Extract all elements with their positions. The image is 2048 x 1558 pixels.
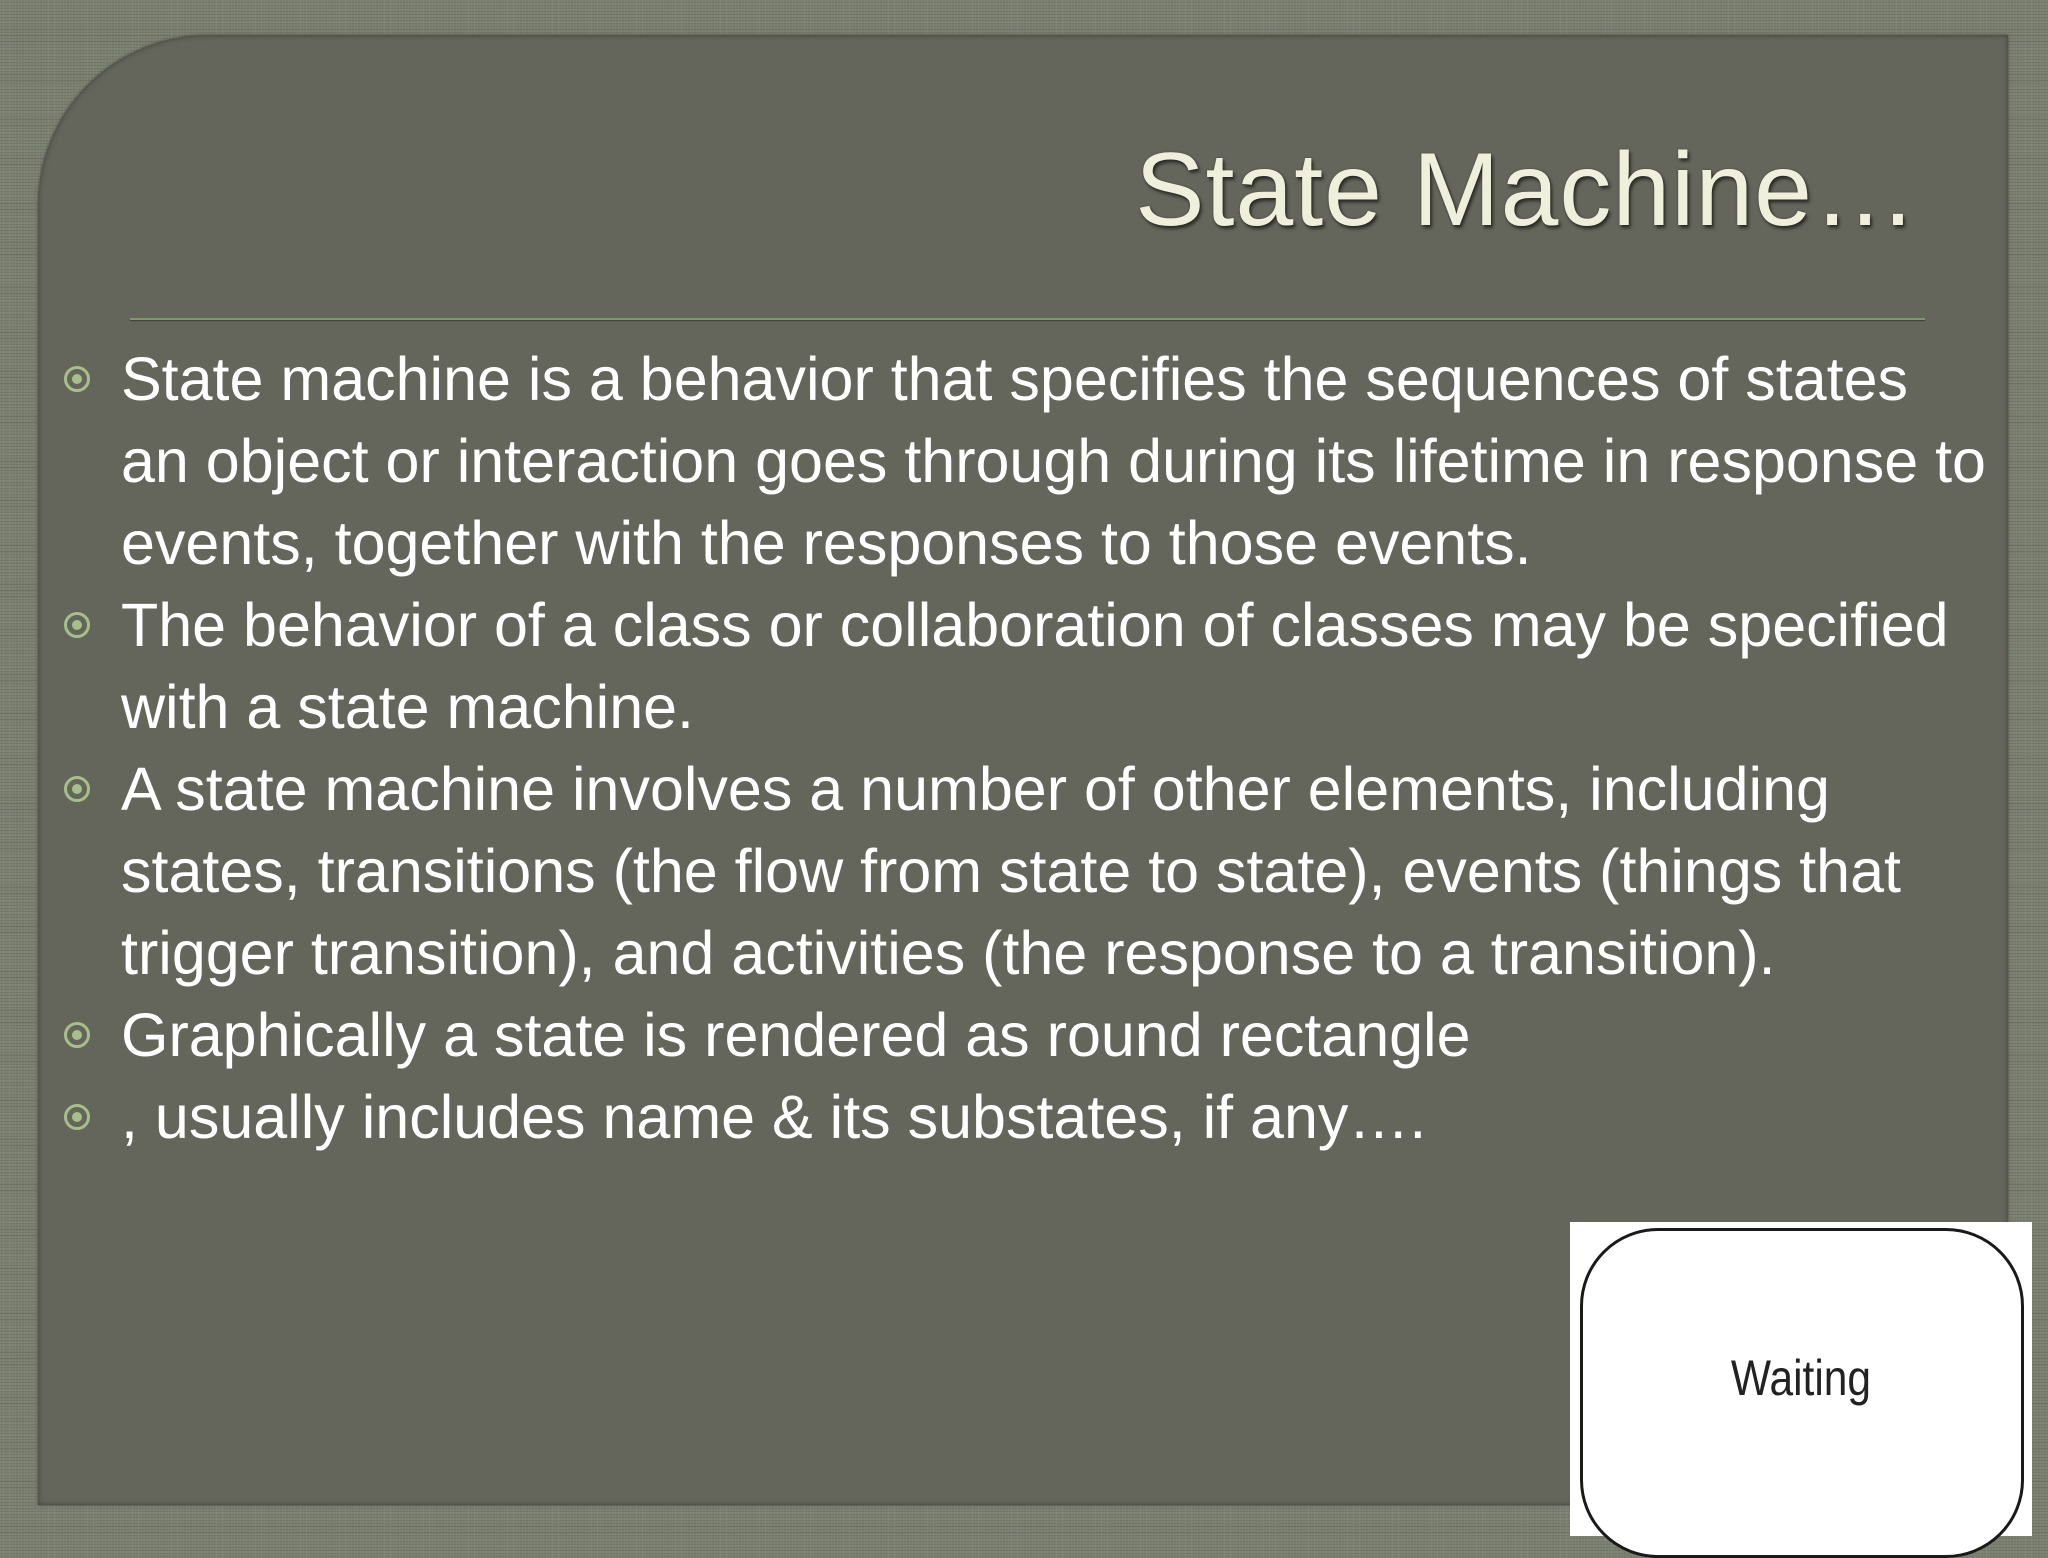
slide-title: State Machine…	[1135, 132, 1918, 248]
bullet-list	[0, 338, 2048, 1158]
circle-dot-bullet-icon	[64, 1022, 90, 1048]
bullet-item-graphical-rendering	[0, 994, 2048, 1076]
state-example-figure	[1570, 1222, 2032, 1536]
circle-dot-bullet-icon	[64, 776, 90, 802]
circle-dot-bullet-icon	[64, 612, 90, 638]
bullet-item-state-machine-definition	[0, 338, 2048, 584]
bullet-text: A state machine involves a number of other elements, including states, transitions (the flow from state to state), events (things that trigger transition), and activities (the response to a transition).	[121, 755, 1901, 987]
bullet-text: The behavior of a class or collaboration of classes may be specified with a state machine.	[121, 591, 1949, 741]
bullet-item-elements	[0, 748, 2048, 994]
circle-dot-bullet-icon	[64, 1104, 90, 1130]
bullet-text: State machine is a behavior that specifies the sequences of states an object or interaction goes through during its lifetime in response to events, together with the responses to those events.	[121, 345, 1986, 577]
bullet-text: , usually includes name & its substates, if any….	[121, 1083, 1427, 1151]
bullet-text: Graphically a state is rendered as round rectangle	[121, 1001, 1471, 1069]
bullet-item-class-behavior	[0, 584, 2048, 748]
bullet-item-name-substates	[0, 1076, 2048, 1158]
title-divider	[130, 318, 1925, 320]
state-name-label: Waiting	[1730, 1350, 1872, 1406]
circle-dot-bullet-icon	[64, 366, 90, 392]
